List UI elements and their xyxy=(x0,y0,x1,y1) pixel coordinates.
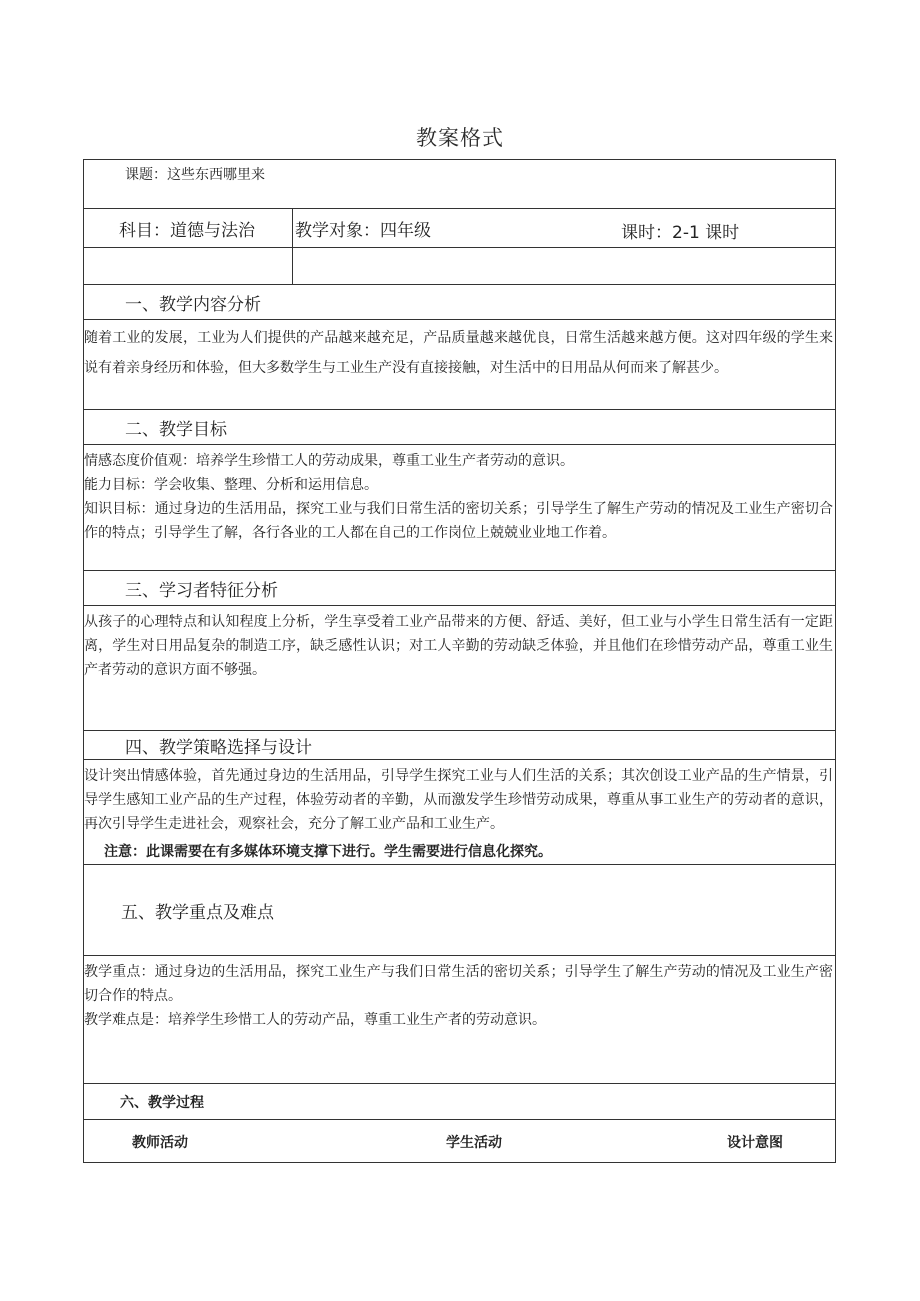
teacher-activity-header: 教师活动 xyxy=(132,1135,188,1151)
paragraph: 教学重点：通过身边的生活用品，探究工业生产与我们日常生活的密切关系；引导学生了解生产劳动的情况及工业生产密切合作的特点。 xyxy=(84,964,833,1004)
target-hours-cell xyxy=(293,209,836,248)
hours-group xyxy=(621,218,739,243)
paragraph: 随着工业的发展，工业为人们提供的产品越来越充足，产品质量越来越优良，日常生活越来越方便。这对四年级的学生来说有着亲身经历和体验，但大多数学生与工业生产没有直接接触，对生活中的日用品从何而来了解甚少。 xyxy=(84,330,833,376)
section-body-key-points xyxy=(84,956,836,1084)
empty-cell-right xyxy=(293,248,836,285)
paragraph: 情感态度价值观：培养学生珍惜工人的劳动成果，尊重工业生产者劳动的意识。 xyxy=(84,453,574,469)
paragraph: 知识目标：通过身边的生活用品，探究工业与我们日常生活的密切关系；引导学生了解生产劳动的情况及工业生产密切合作的特点；引导学生了解，各行各业的工人都在自己的工作岗位上兢兢业业地工作着。 xyxy=(84,501,833,541)
section-body-objectives xyxy=(84,445,836,571)
section-body-content-analysis xyxy=(84,320,836,410)
section-body-strategy xyxy=(84,760,836,865)
paragraph: 设计突出情感体验，首先通过身边的生活用品，引导学生探究工业与人们生活的关系；其次创设工业产品的生产情景，引导学生感知工业产品的生产过程，体验劳动者的辛勤，从而激发学生珍惜劳动成果，尊重从事工业生产的劳动者的意识，再次引导学生走进社会，观察社会，充分了解工业产品和工业生产。 xyxy=(84,768,833,832)
paragraph: 教学难点是：培养学生珍惜工人的劳动产品，尊重工业生产者的劳动意识。 xyxy=(84,1012,546,1028)
lesson-plan-table xyxy=(83,159,836,1163)
section-heading-objectives: 二、教学目标 xyxy=(84,410,836,445)
design-intent-header: 设计意图 xyxy=(727,1135,783,1151)
section-body-learner-analysis xyxy=(84,606,836,731)
section-heading-key-points: 五、教学重点及难点 xyxy=(84,865,836,956)
paragraph: 能力目标：学会收集、整理、分析和运用信息。 xyxy=(84,477,378,493)
process-columns-row xyxy=(84,1120,836,1163)
hours-label: 课时： xyxy=(621,223,672,243)
page-title: 教案格式 xyxy=(416,126,504,150)
student-activity-header: 学生活动 xyxy=(446,1135,502,1151)
hours-value: 2-1 课时 xyxy=(672,223,740,243)
section-heading-strategy: 四、教学策略选择与设计 xyxy=(84,731,836,760)
note-line: 注意：此课需要在有多媒体环境支撑下进行。学生需要进行信息化探究。 xyxy=(104,844,552,860)
target-label: 教学对象：四年级 xyxy=(295,220,431,241)
paragraph: 从孩子的心理特点和认知程度上分析，学生享受着工业产品带来的方便、舒适、美好，但工业与小学生日常生活有一定距离，学生对日用品复杂的制造工序，缺乏感性认识；对工人辛勤的劳动缺乏体验，并且他们在珍惜劳动产品，尊重工业生产者劳动的意识方面不够强。 xyxy=(84,614,833,678)
section-heading-content-analysis: 一、教学内容分析 xyxy=(84,285,836,320)
section-heading-process: 六、教学过程 xyxy=(84,1084,836,1120)
subject-cell: 科目：道德与法治 xyxy=(84,209,293,248)
section-heading-learner-analysis: 三、学习者特征分析 xyxy=(84,571,836,606)
empty-cell-left xyxy=(84,248,293,285)
topic-cell: 课题：这些东西哪里来 xyxy=(84,160,836,209)
